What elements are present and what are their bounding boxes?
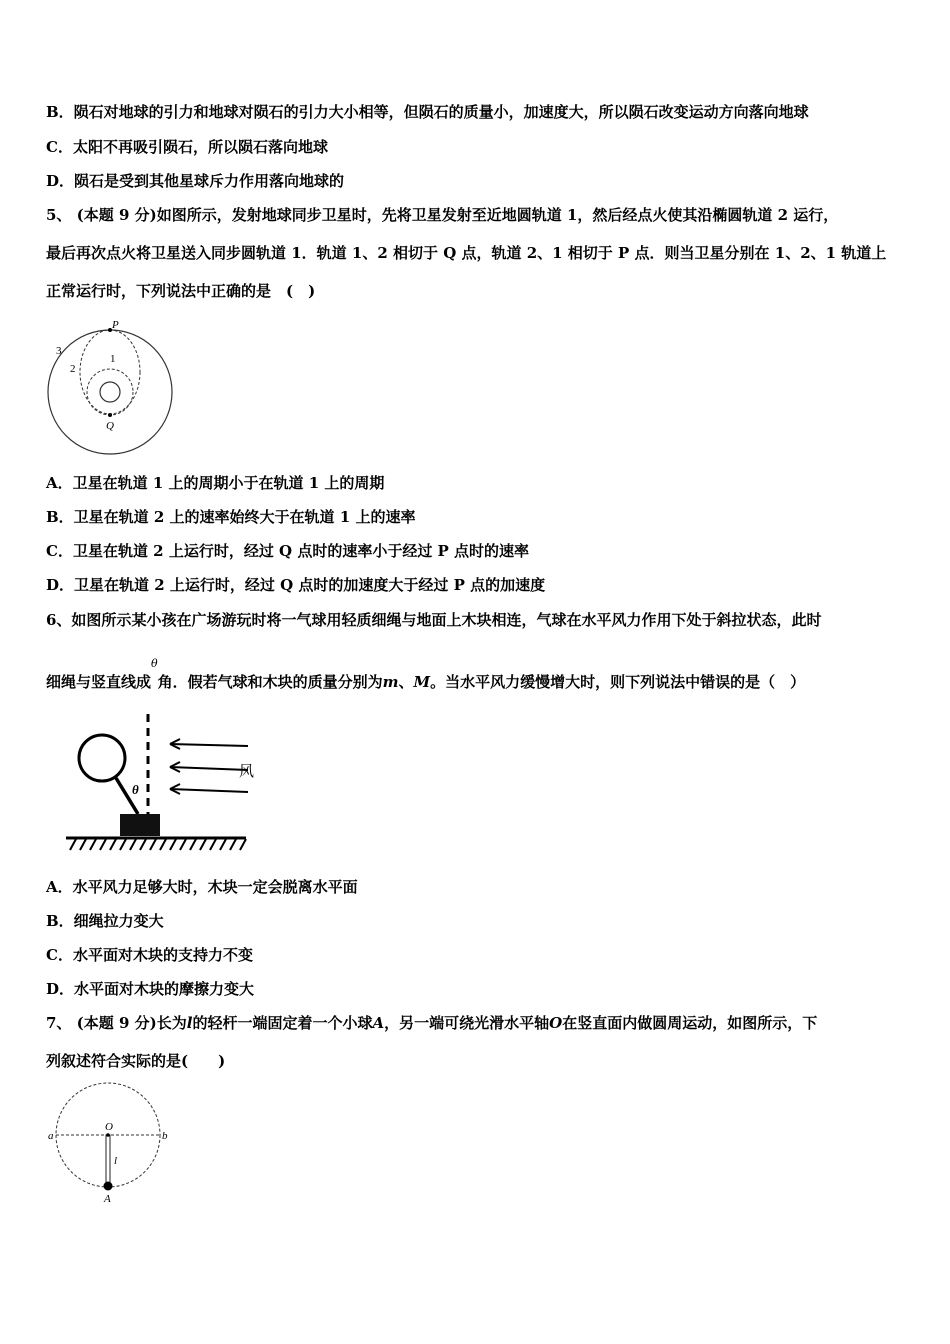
q7-stem-line1 bbox=[46, 1013, 817, 1033]
label-orbit-3: 3 bbox=[56, 345, 62, 357]
q7-stem-line1-d: 在竖直面内做圆周运动，如图所示，下 bbox=[562, 1014, 818, 1032]
label-p: P bbox=[112, 319, 119, 331]
q6-option-b: B．细绳拉力变大 bbox=[46, 912, 164, 930]
q7-stem-line1-a: 7、 (本题 9 分)长为 bbox=[46, 1014, 187, 1032]
label-o: O bbox=[105, 1121, 113, 1133]
q4-option-d: D．陨石是受到其他星球斥力作用落向地球的 bbox=[46, 172, 345, 190]
q5-option-d: D．卫星在轨道 2 上运行时，经过 Q 点时的加速度大于经过 P 点的加速度 bbox=[46, 576, 546, 594]
q6-option-d: D．水平面对木块的摩擦力变大 bbox=[46, 980, 255, 998]
label-theta: θ bbox=[132, 782, 139, 797]
mass-m: m bbox=[382, 673, 399, 691]
q6-stem-line2-a: 细绳与竖直线成 bbox=[46, 673, 152, 691]
label-q: Q bbox=[106, 420, 114, 432]
pivot-o bbox=[106, 1133, 110, 1137]
label-orbit-1: 1 bbox=[110, 353, 116, 365]
orbit-diagram bbox=[46, 314, 176, 458]
wooden-block bbox=[120, 814, 160, 836]
wind-arrow-3 bbox=[170, 789, 248, 792]
ground-hatching bbox=[70, 839, 246, 850]
mass-sep: 、 bbox=[398, 673, 414, 691]
label-ball-a: A bbox=[104, 1193, 111, 1205]
q5-option-a: A．卫星在轨道 1 上的周期小于在轨道 1 上的周期 bbox=[46, 474, 385, 492]
q5-stem-line2: 最后再次点火将卫星送入同步圆轨道 1．轨道 1、2 相切于 Q 点，轨道 2、1 相切于 P 点．则当卫星分别在 1、2、1 轨道上 bbox=[46, 244, 887, 262]
q6-stem-line2-c: 。当水平风力缓慢增大时，则下列说法中错误的是（ ） bbox=[430, 673, 806, 691]
axis-o: O bbox=[549, 1014, 563, 1032]
ball-a: A bbox=[372, 1014, 385, 1032]
label-orbit-2: 2 bbox=[70, 363, 76, 375]
theta-symbol-inline: θ bbox=[151, 657, 158, 670]
q5-stem-line3: 正常运行时，下列说法中正确的是 ( ) bbox=[46, 282, 316, 300]
length-l: l bbox=[186, 1014, 193, 1032]
point-q bbox=[108, 413, 112, 417]
rod-circle-diagram bbox=[44, 1080, 174, 1206]
label-a-left: a bbox=[48, 1130, 54, 1142]
q6-option-c: C．水平面对木块的支持力不变 bbox=[46, 946, 253, 964]
label-b-right: b bbox=[162, 1130, 168, 1142]
label-wind: 风 bbox=[238, 762, 254, 780]
balloon-diagram bbox=[66, 710, 256, 860]
label-l: l bbox=[114, 1155, 118, 1167]
q5-stem-line1: 5、 (本题 9 分)如图所示，发射地球同步卫星时，先将卫星发射至近地圆轨道 1，然后经点火使其沿椭圆轨道 2 运行， bbox=[46, 206, 839, 224]
q6-stem-line1: 6、如图所示某小孩在广场游玩时将一气球用轻质细绳与地面上木块相连，气球在水平风力作用下处于斜拉状态，此时 bbox=[46, 611, 822, 629]
wind-arrow-2 bbox=[170, 767, 248, 770]
q6-stem-line2 bbox=[46, 657, 806, 694]
ball-a-dot bbox=[104, 1182, 113, 1191]
q7-stem-line1-c: ，另一端可绕光滑水平轴 bbox=[384, 1014, 550, 1032]
q6-stem-line2-b: 角．假若气球和木块的质量分别为 bbox=[157, 673, 383, 691]
balloon bbox=[79, 735, 125, 781]
q5-option-c: C．卫星在轨道 2 上运行时，经过 Q 点时的速率小于经过 P 点时的速率 bbox=[46, 542, 530, 560]
q4-option-c: C．太阳不再吸引陨石，所以陨石落向地球 bbox=[46, 138, 328, 156]
mass-big-m: M bbox=[413, 673, 431, 691]
orbit-3-circle bbox=[48, 330, 172, 454]
q7-stem-line1-b: 的轻杆一端固定着一个小球 bbox=[192, 1014, 373, 1032]
q6-option-a: A．水平风力足够大时，木块一定会脱离水平面 bbox=[46, 878, 358, 896]
earth-circle bbox=[100, 382, 120, 402]
light-rod bbox=[106, 1135, 110, 1185]
q5-option-b: B．卫星在轨道 2 上的速率始终大于在轨道 1 上的速率 bbox=[46, 508, 416, 526]
q4-option-b: B．陨石对地球的引力和地球对陨石的引力大小相等，但陨石的质量小，加速度大，所以陨石改变运动方向落向地球 bbox=[46, 103, 809, 121]
orbit-1-circle bbox=[87, 369, 133, 415]
q7-stem-line2: 列叙述符合实际的是( ) bbox=[46, 1052, 226, 1070]
wind-arrow-1 bbox=[170, 744, 248, 746]
